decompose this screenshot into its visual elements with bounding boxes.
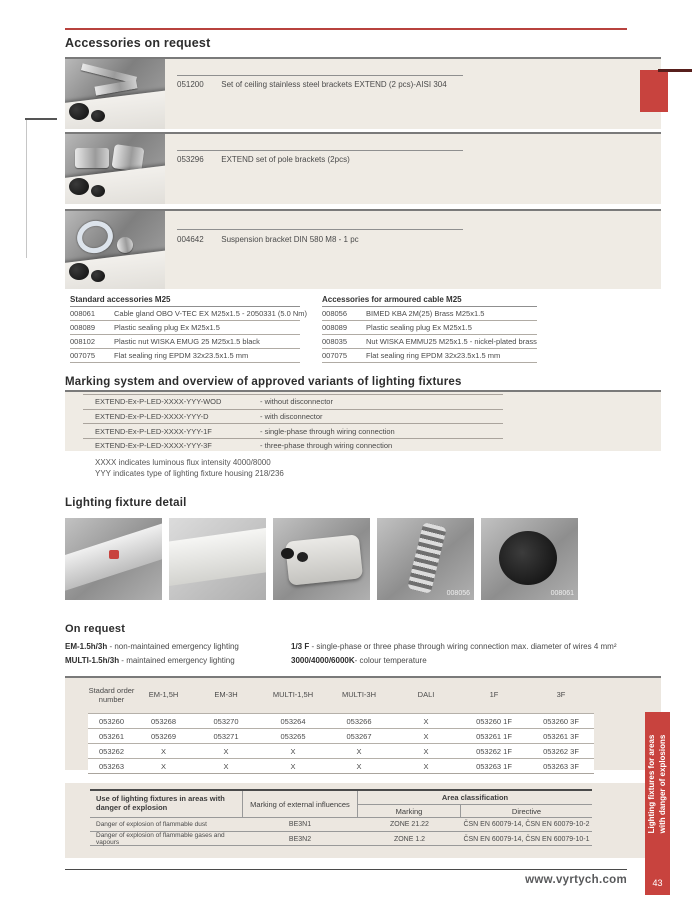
detail-photo-housing-glands bbox=[273, 518, 370, 600]
accessory-panel bbox=[165, 211, 661, 289]
item-code: 008061 bbox=[70, 309, 96, 318]
legend-left bbox=[65, 640, 239, 668]
variant-desc: - with disconnector bbox=[260, 412, 323, 422]
accessory-row bbox=[65, 57, 661, 129]
legend-term: EM-1.5h/3h bbox=[65, 642, 108, 651]
cell: ZONE 1.2 bbox=[393, 835, 426, 843]
legend-text: - non-maintained emergency lighting bbox=[107, 642, 239, 651]
cell: 053266 bbox=[346, 716, 372, 726]
item-desc: Plastic nut WISKA EMUG 25 M25x1.5 black bbox=[114, 337, 260, 346]
cell: X bbox=[223, 746, 229, 756]
note-xxxx: XXXX indicates luminous flux intensity 4000/8000 bbox=[95, 458, 271, 467]
item-code: 008102 bbox=[70, 337, 96, 346]
cell: 053262 bbox=[98, 746, 125, 756]
section-title-accessories: Accessories on request bbox=[65, 36, 211, 50]
side-tab-category bbox=[645, 712, 670, 895]
cell: 053268 bbox=[150, 716, 177, 726]
variant-code: EXTEND-Ex-P-LED-XXXX-YYY-WOD bbox=[95, 397, 222, 407]
side-tab-label bbox=[647, 735, 669, 834]
cell: Danger of explosion of flammable gases and vapours bbox=[96, 832, 225, 846]
cell: ČSN EN 60079-14, ČSN EN 60079-10-1 bbox=[463, 835, 590, 843]
item-code: 007075 bbox=[322, 351, 348, 360]
cell: ČSN EN 60079-14, ČSN EN 60079-10-2 bbox=[463, 821, 590, 828]
cell: 053262 3F bbox=[543, 746, 579, 756]
accessory-description: EXTEND set of pole brackets (2pcs) bbox=[221, 155, 350, 164]
legend-right bbox=[291, 640, 617, 668]
order-table-row bbox=[88, 713, 594, 728]
item-code: 008035 bbox=[322, 337, 348, 346]
item-desc: Plastic sealing plug Ex M25x1.5 bbox=[366, 323, 472, 332]
col-header-area-classification: Area classification bbox=[358, 791, 592, 805]
col-header-dali: DALI bbox=[417, 690, 435, 700]
table-title: Accessories for armoured cable M25 bbox=[322, 295, 537, 307]
panel-rule bbox=[177, 150, 463, 151]
cell: X bbox=[290, 746, 296, 756]
legend-text: - colour temperature bbox=[354, 656, 427, 665]
cell: X bbox=[423, 746, 429, 756]
variant-desc: - without disconnector bbox=[260, 397, 333, 407]
accessory-panel bbox=[165, 134, 661, 204]
page-number: 43 bbox=[652, 878, 663, 888]
legend-text: - single-phase or three phase through wiring connection max. diameter of wires 4 mm² bbox=[309, 642, 617, 651]
cell: 053271 bbox=[213, 731, 239, 741]
col-header-multi15h: MULTI-1,5H bbox=[272, 690, 314, 700]
cell: 053265 bbox=[280, 731, 306, 741]
cell: 053261 1F bbox=[476, 731, 512, 741]
accessory-code: 051200 bbox=[177, 80, 204, 89]
accessory-description: Set of ceiling stainless steel brackets EXTEND (2 pcs)-AISI 304 bbox=[221, 80, 447, 89]
cell: X bbox=[423, 731, 429, 741]
item-desc: Flat sealing ring EPDM 32x23.5x1.5 mm bbox=[366, 351, 501, 360]
accessory-row bbox=[65, 209, 661, 289]
margin-mark-horizontal bbox=[25, 118, 57, 120]
col-header-directive: Directive bbox=[511, 806, 542, 816]
cell: 053263 3F bbox=[543, 761, 579, 771]
cell: 053270 bbox=[213, 716, 239, 726]
explosion-table-row bbox=[90, 831, 592, 845]
variant-desc: - three-phase through wiring connection bbox=[260, 441, 393, 451]
item-desc: BIMED KBA 2M(25) Brass M25x1.5 bbox=[366, 309, 485, 318]
cell: 053260 bbox=[98, 716, 125, 726]
col-header-external-influences: Marking of external influences bbox=[242, 791, 358, 817]
top-red-rule bbox=[65, 28, 627, 30]
detail-photo-fixture-clip bbox=[65, 518, 162, 600]
col-header-use: Use of lighting fixtures in areas with danger of explosion bbox=[96, 794, 225, 812]
variant-code: EXTEND-Ex-P-LED-XXXX-YYY-1F bbox=[95, 426, 212, 436]
cell: 053269 bbox=[150, 731, 177, 741]
item-desc: Nut WISKA EMMU25 M25x1.5 - nickel-plated brass bbox=[366, 337, 537, 346]
cell: 053260 1F bbox=[476, 716, 512, 726]
cell: X bbox=[223, 761, 229, 771]
cell: X bbox=[356, 746, 362, 756]
item-desc: Cable gland OBO V-TEC EX M25x1.5 - 2050331 (5.0 Nm) bbox=[114, 309, 308, 318]
cell: 053263 1F bbox=[476, 761, 512, 771]
variant-desc: - single-phase through wiring connection bbox=[260, 426, 395, 436]
order-table-row bbox=[88, 743, 594, 758]
legend-text: - maintained emergency lighting bbox=[119, 656, 235, 665]
armoured-accessories-table bbox=[322, 295, 537, 363]
section-title-detail: Lighting fixture detail bbox=[65, 497, 187, 509]
side-tab-line2: with danger of explosions bbox=[657, 734, 667, 834]
order-table-row bbox=[88, 758, 594, 773]
order-table-row bbox=[88, 728, 594, 743]
cell: X bbox=[290, 761, 296, 771]
detail-photo-brass-gland bbox=[377, 518, 474, 600]
photo-label: 008056 bbox=[446, 590, 470, 597]
item-code: 008089 bbox=[70, 323, 96, 332]
detail-photo-black-gland bbox=[481, 518, 578, 600]
col-header-em3h: EM-3H bbox=[214, 690, 238, 700]
item-code: 008056 bbox=[322, 309, 348, 318]
order-table-header bbox=[88, 678, 594, 713]
accessory-photo-pole-brackets bbox=[65, 134, 165, 204]
col-header-1f: 1F bbox=[489, 690, 499, 700]
accessory-description: Suspension bracket DIN 580 M8 - 1 pc bbox=[221, 235, 359, 244]
margin-mark-vertical bbox=[26, 120, 27, 258]
footer-website-link[interactable]: www.vyrtych.com bbox=[525, 874, 627, 886]
variant-code: EXTEND-Ex-P-LED-XXXX-YYY-3F bbox=[95, 441, 212, 451]
item-code: 008089 bbox=[322, 323, 348, 332]
cell: BE3N1 bbox=[288, 821, 312, 828]
panel-rule bbox=[177, 229, 463, 230]
col-header-order-number: Stadard order number bbox=[88, 685, 135, 704]
item-desc: Plastic sealing plug Ex M25x1.5 bbox=[114, 323, 220, 332]
standard-accessories-table bbox=[70, 295, 308, 363]
panel-rule bbox=[177, 75, 463, 76]
explosion-table-box bbox=[65, 783, 661, 858]
photo-label: 008061 bbox=[550, 590, 574, 597]
footer-rule bbox=[65, 869, 627, 870]
col-header-marking: Marking bbox=[358, 805, 461, 817]
accessory-row bbox=[65, 132, 661, 204]
col-header-multi3h: MULTI-3H bbox=[341, 690, 377, 700]
variant-code: EXTEND-Ex-P-LED-XXXX-YYY-D bbox=[95, 412, 209, 422]
accessory-code: 004642 bbox=[177, 235, 204, 244]
cell: Danger of explosion of flammable dust bbox=[96, 821, 207, 828]
section-title-marking: Marking system and overview of approved variants of lighting fixtures bbox=[65, 376, 462, 388]
col-header-3f: 3F bbox=[556, 690, 566, 700]
explosion-table-header bbox=[90, 791, 592, 817]
note-yyy: YYY indicates type of lighting fixture housing 218/236 bbox=[95, 469, 284, 478]
cell: 053264 bbox=[280, 716, 306, 726]
cell: X bbox=[356, 761, 362, 771]
accessory-photo-suspension-bracket bbox=[65, 211, 165, 289]
legend-term: 3000/4000/6000K bbox=[291, 656, 355, 665]
cell: 053262 1F bbox=[476, 746, 512, 756]
section-title-on-request: On request bbox=[65, 623, 126, 635]
cell: X bbox=[423, 761, 429, 771]
table-title: Standard accessories M25 bbox=[70, 295, 300, 307]
cell: 053261 bbox=[98, 731, 125, 741]
accessory-panel bbox=[165, 59, 661, 129]
cell: 053261 3F bbox=[543, 731, 579, 741]
explosion-table-row bbox=[90, 817, 592, 831]
marking-variants-box bbox=[65, 390, 661, 451]
detail-photo-diffuser bbox=[169, 518, 266, 600]
col-header-em15h: EM-1,5H bbox=[148, 690, 179, 700]
cell: 053267 bbox=[346, 731, 372, 741]
accessory-photo-ceiling-brackets bbox=[65, 59, 165, 129]
cell: 053263 bbox=[98, 761, 125, 771]
side-tab-line1: Lighting fixtures for areas bbox=[646, 734, 656, 834]
marking-notes bbox=[95, 457, 284, 479]
cell: ZONE 21.22 bbox=[390, 821, 429, 828]
side-tab-top-cap bbox=[658, 69, 692, 72]
order-table-box bbox=[65, 676, 661, 770]
accessory-code: 053296 bbox=[177, 155, 204, 164]
legend-term: 1/3 F bbox=[291, 642, 310, 651]
cell: 053260 3F bbox=[543, 716, 579, 726]
item-desc: Flat sealing ring EPDM 32x23.5x1.5 mm bbox=[114, 351, 249, 360]
cell: X bbox=[160, 761, 166, 771]
cell: BE3N2 bbox=[288, 835, 312, 843]
cell: X bbox=[423, 716, 429, 726]
cell: X bbox=[160, 746, 166, 756]
side-tab-top bbox=[640, 70, 668, 112]
item-code: 007075 bbox=[70, 351, 96, 360]
legend-term: MULTI-1.5h/3h bbox=[65, 656, 120, 665]
